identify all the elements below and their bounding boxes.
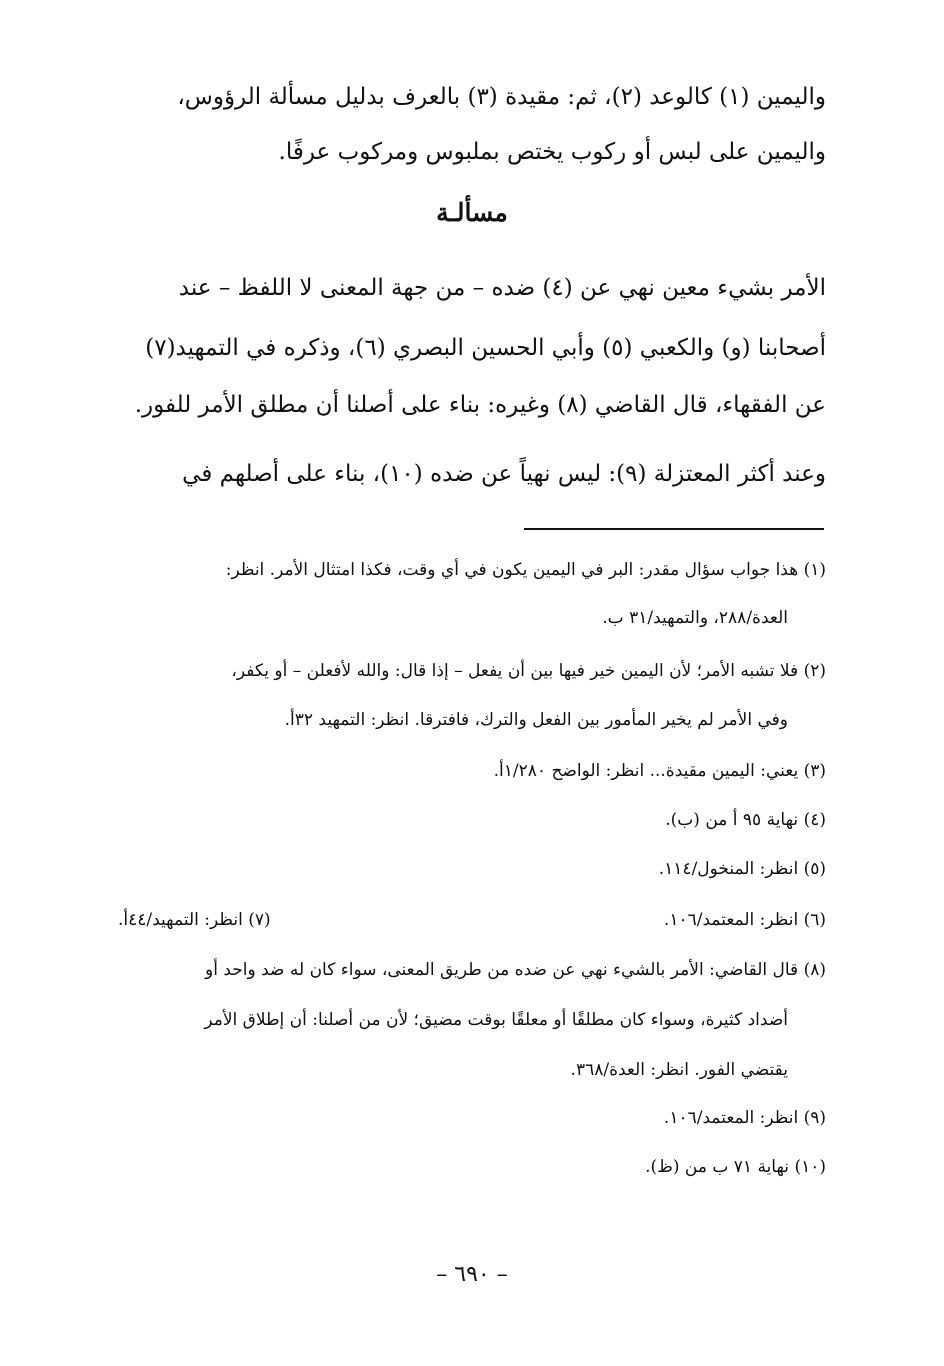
footnote-1-continued: العدة/٢٨٨، والتمهيد/٣١ ب.: [602, 608, 788, 628]
body-line-1: واليمين (١) كالوعد (٢)، ثم: مقيدة (٣) بالعرف بدليل مسألة الرؤوس،: [177, 84, 826, 110]
footnote-6: (٦) انظر: المعتمد/١٠٦.: [663, 910, 826, 930]
footnote-1: (١) هذا جواب سؤال مقدر: البر في اليمين يكون في أي وقت، فكذا امتثال الأمر. انظر:: [225, 560, 826, 580]
footnote-separator: [524, 528, 824, 530]
footnote-5: (٥) انظر: المنخول/١١٤.: [658, 859, 826, 879]
footnote-8-continued-2: يقتضي الفور. انظر: العدة/٣٦٨.: [570, 1060, 788, 1080]
page-number: – ٦٩٠ –: [436, 1262, 508, 1287]
section-heading: مسألـة: [436, 198, 508, 227]
body-line-3: الأمر بشيء معين نهي عن (٤) ضده – من جهة المعنى لا اللفظ – عند: [178, 275, 826, 301]
footnote-8-continued-1: أضداد كثيرة، وسواء كان مطلقًا أو معلقًا بوقت مضيق؛ لأن من أصلنا: أن إطلاق الأمر: [204, 1010, 788, 1030]
body-line-4: أصحابنا (و) والكعبي (٥) وأبي الحسين البصري (٦)، وذكره في التمهيد(٧): [145, 335, 826, 361]
footnote-10: (١٠) نهاية ٧١ ب من (ظ).: [645, 1157, 826, 1177]
footnote-8: (٨) قال القاضي: الأمر بالشيء نهي عن ضده من طريق المعنى، سواء كان له ضد واحد أو: [205, 960, 826, 980]
footnote-2: (٢) فلا تشبه الأمر؛ لأن اليمين خير فيها بين أن يفعل – إذا قال: والله لأفعلن – أو يكفر،: [231, 661, 826, 681]
body-line-5: عن الفقهاء، قال القاضي (٨) وغيره: بناء على أصلنا أن مطلق الأمر للفور.: [134, 392, 826, 418]
footnote-7: (٧) انظر: التمهيد/٤٤أ.: [118, 910, 271, 930]
footnote-2-continued: وفي الأمر لم يخير المأمور بين الفعل والترك، فافترقا. انظر: التمهيد ٣٢أ.: [284, 710, 788, 730]
footnote-9: (٩) انظر: المعتمد/١٠٦.: [663, 1108, 826, 1128]
body-line-6: وعند أكثر المعتزلة (٩): ليس نهياً عن ضده (١٠)، بناء على أصلهم في: [182, 461, 826, 487]
body-line-2: واليمين على لبس أو ركوب يختص بملبوس ومركوب عرفًا.: [278, 139, 826, 165]
footnote-3: (٣) يعني: اليمين مقيدة... انظر: الواضح ١/٢٨٠أ.: [493, 761, 826, 781]
footnote-4: (٤) نهاية ٩٥ أ من (ب).: [665, 810, 826, 830]
